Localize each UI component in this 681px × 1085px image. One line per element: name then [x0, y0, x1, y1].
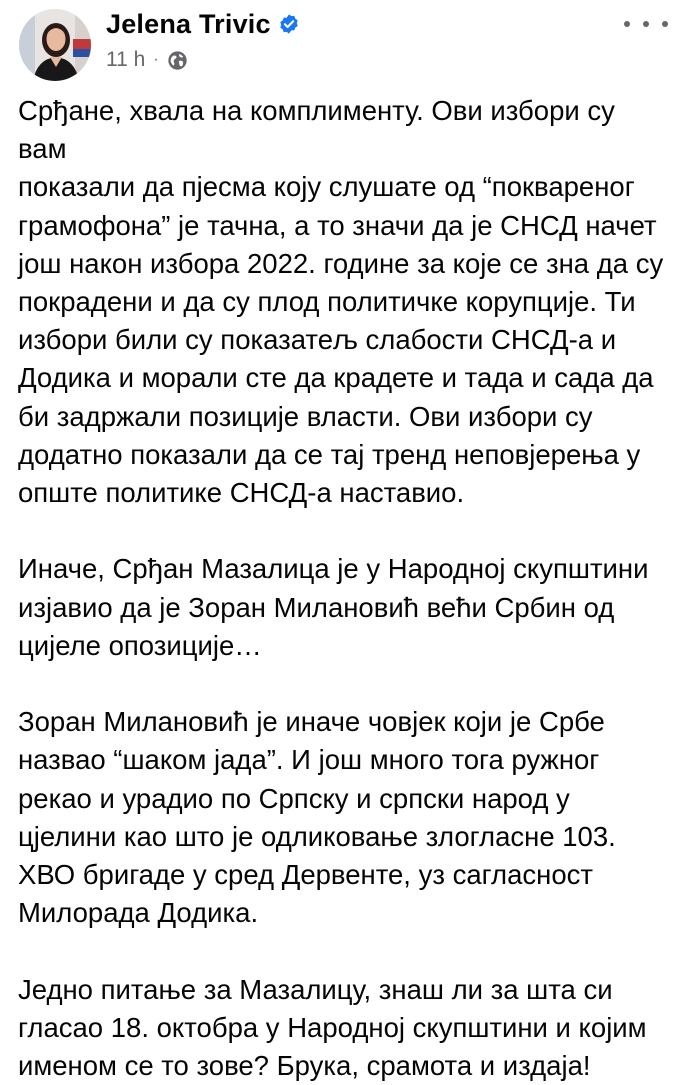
author-name[interactable]: Jelena Trivic — [106, 9, 271, 39]
more-dots-icon-dot — [662, 21, 668, 27]
post-paragraph: Једно питање за Мазалицу, знаш ли за шта си гласао 18. октобра у Народној скупштини и којим именом се то зове? Брука, срамота и издаја! — [18, 973, 647, 1082]
more-dots-icon — [624, 21, 630, 27]
avatar-image — [19, 9, 91, 81]
avatar[interactable] — [19, 9, 91, 81]
more-dots-icon-dot — [643, 21, 649, 27]
post-body — [18, 92, 668, 1085]
verified-badge-icon — [278, 13, 300, 35]
post-paragraph: Иначе, Срђан Мазалица је у Народној скупштини изјавио да је Зоран Милановић већи Србин од цијеле опозиције… — [18, 553, 649, 661]
globe-icon[interactable] — [167, 50, 188, 71]
post-meta — [106, 46, 188, 74]
post-timestamp[interactable]: 11 h — [106, 48, 146, 71]
meta-separator: · — [153, 51, 159, 68]
post-paragraph: Срђане, хвала на комплименту. Ови избори су вам показали да пјесма коју слушате од “поквареног грамофона” је тачна, а то значи да је СНСД начет још након избора 2022. године за које се зна да су покрадени и да су плод политичке корупције. Ти избори били су показатељ слабости СНСД-а и Додика и морали сте да крадете и тада и сада да би задржали позиције власти. Ови избори су додатно показали да се тај тренд неповјерења у опште политике СНСД-а наставио. — [18, 95, 664, 509]
post-header — [0, 0, 681, 90]
post-paragraph: Зоран Милановић је иначе човјек који је Србе назвао “шаком јада”. И још много тога ружног рекао и урадио по Српску и српски народ у цјелини као што је одликовање злогласне 103. ХВО бригаде у сред Дервенте, уз сагласност Милорада Додика. — [18, 706, 616, 929]
more-options-button[interactable] — [624, 12, 668, 36]
author-row — [106, 6, 300, 42]
